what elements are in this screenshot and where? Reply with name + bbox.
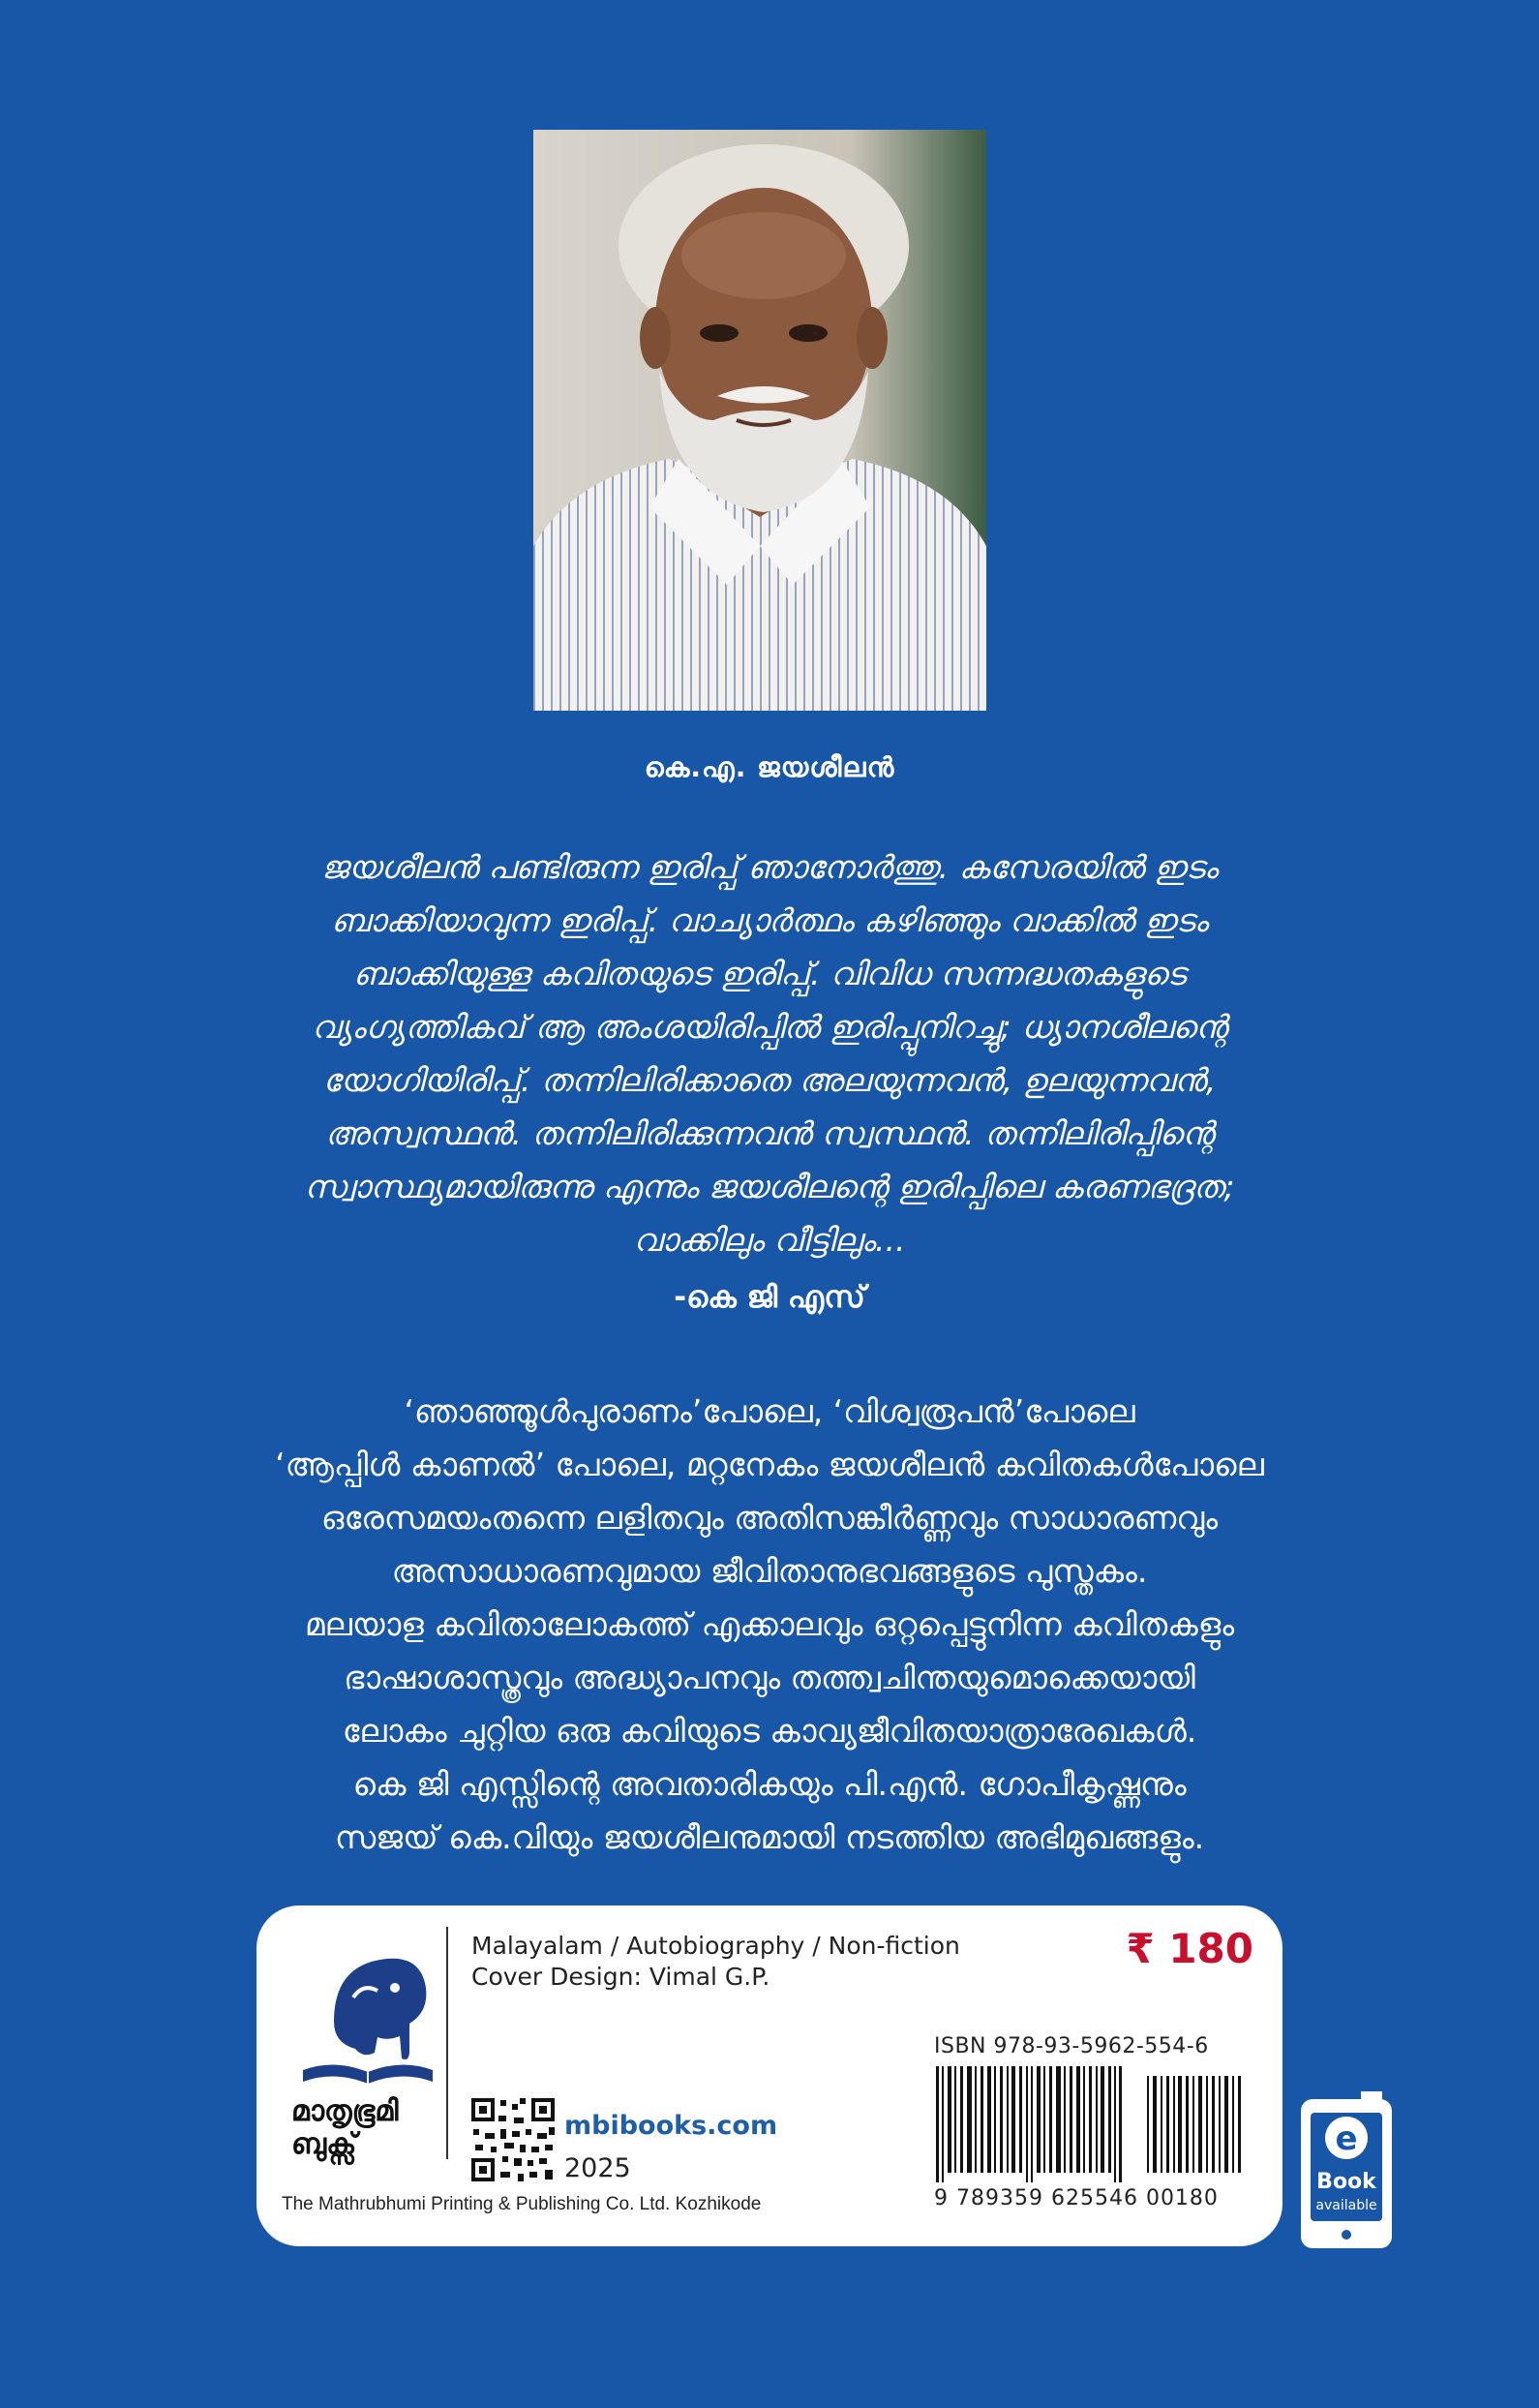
ebook-word: Book: [1316, 2170, 1376, 2194]
ebook-available-badge-icon: [1299, 2091, 1394, 2250]
quote-line: ജയശീലൻ പണ്ടിരുന്ന ഇരിപ്പ് ഞാനോർത്തു. കസേരയിൽ ഇടം: [321, 848, 1218, 886]
blurb-line: ലോകം ചുറ്റിയ ഒരു കവിയുടെ കാവ്യജീവിതയാത്രാരേഖകൾ.: [342, 1712, 1197, 1750]
qr-code-icon: [469, 2096, 557, 2183]
price-label: ₹ 180: [1126, 1925, 1253, 1972]
elephant-logo-icon: [295, 1944, 440, 2099]
blurb-line: ഒരേസമയംതന്നെ ലളിതവും അതിസങ്കീർണ്ണവും സാധാരണവും: [320, 1499, 1219, 1537]
publication-year: 2025: [564, 2153, 631, 2183]
blurb-line: മലയാള കവിതാലോകത്ത് എക്കാലവും ഒറ്റപ്പെട്ടുനിന്ന കവിതകളും: [304, 1605, 1235, 1643]
quote-line: യോഗിയിരിപ്പ്. തന്നിലിരിക്കാതെ അലയുന്നവൻ, ഉലയുന്നവൻ,: [322, 1061, 1217, 1099]
publisher-logo-text: [291, 2095, 446, 2161]
author-photo: [533, 130, 986, 711]
ebook-available: available: [1315, 2198, 1377, 2213]
book-details: [471, 1931, 960, 1993]
blurb-line: സജയ് കെ.വിയും ജയശീലനുമായി നടത്തിയ അഭിമുഖങ്ങളും.: [334, 1818, 1205, 1856]
card-divider: [446, 1927, 448, 2159]
isbn-label: ISBN 978-93-5962-554-6: [934, 2034, 1209, 2058]
barcode-digits: 9 789359 625546 00180: [934, 2186, 1219, 2210]
ebook-letter: e: [1335, 2119, 1358, 2158]
back-cover-quote: [194, 840, 1345, 1266]
cover-design-credit: Cover Design: Vimal G.P.: [471, 1963, 770, 1991]
quote-attribution: -കെ ജി എസ്: [674, 1280, 865, 1315]
quote-line: വാക്കിലും വീട്ടിലും...: [633, 1221, 906, 1259]
blurb-line: അസാധാരണവുമായ ജീവിതാനുഭവങ്ങളുടെ പുസ്തകം.: [391, 1552, 1148, 1590]
book-categories: Malayalam / Autobiography / Non-fiction: [471, 1932, 960, 1960]
quote-line: വ്യംഗ്യത്തികവ് ആ അംശയിരിപ്പിൽ ഇരിപ്പുനിറച്ചു; ധ്യാനശീലന്റെ: [312, 1008, 1227, 1046]
publisher-name: The Mathrubhumi Printing & Publishing Co. Ltd. Kozhikode: [282, 2194, 762, 2214]
quote-line: ബാക്കിയാവുന്ന ഇരിപ്പ്. വാച്യാർത്ഥം കഴിഞ്ഞും വാക്കിൽ ഇടം: [331, 901, 1208, 939]
publisher-info-card: [256, 1905, 1282, 2246]
logo-line: ബുക്സ്: [291, 2127, 357, 2161]
quote-line: സ്വാസ്ഥ്യമായിരുന്നു എന്നും ജയശീലന്റെ ഇരിപ്പിലെ കരണഭദ്രത;: [304, 1168, 1235, 1205]
author-portrait-image: [533, 130, 986, 711]
quote-line: അസ്വസ്ഥൻ. തന്നിലിരിക്കുന്നവൻ സ്വസ്ഥൻ. തന്നിലിരിപ്പിന്റെ: [324, 1114, 1215, 1152]
author-photo-caption: കെ.എ. ജയശീലൻ: [644, 751, 895, 783]
blurb-line: കെ ജി എസ്സിന്റെ അവതാരികയും പി.എൻ. ഗോപീകൃഷ്ണനും: [352, 1765, 1187, 1803]
blurb-line: ഭാഷാശാസ്ത്രവും അദ്ധ്യാപനവും തത്ത്വചിന്തയുമൊക്കെയായി: [344, 1659, 1195, 1696]
quote-line: ബാക്കിയുള്ള കവിതയുടെ ഇരിപ്പ്. വിവിധ സന്നദ്ധതകളുടെ: [353, 955, 1186, 992]
blurb-line: ‘ആപ്പിൾ കാണൽ’ പോലെ, മറ്റനേകം ജയശീലൻ കവിതകൾപോലെ: [275, 1446, 1264, 1483]
blurb-line: ‘ഞാഞ്ഞൂൾപുരാണം’പോലെ, ‘വിശ്വരൂപൻ’പോലെ: [404, 1392, 1135, 1430]
book-blurb: [189, 1385, 1350, 1864]
logo-line: മാതൃഭൂമി: [291, 2094, 399, 2128]
barcode-icon: [934, 2066, 1244, 2182]
publisher-website: mbibooks.com: [564, 2111, 778, 2141]
